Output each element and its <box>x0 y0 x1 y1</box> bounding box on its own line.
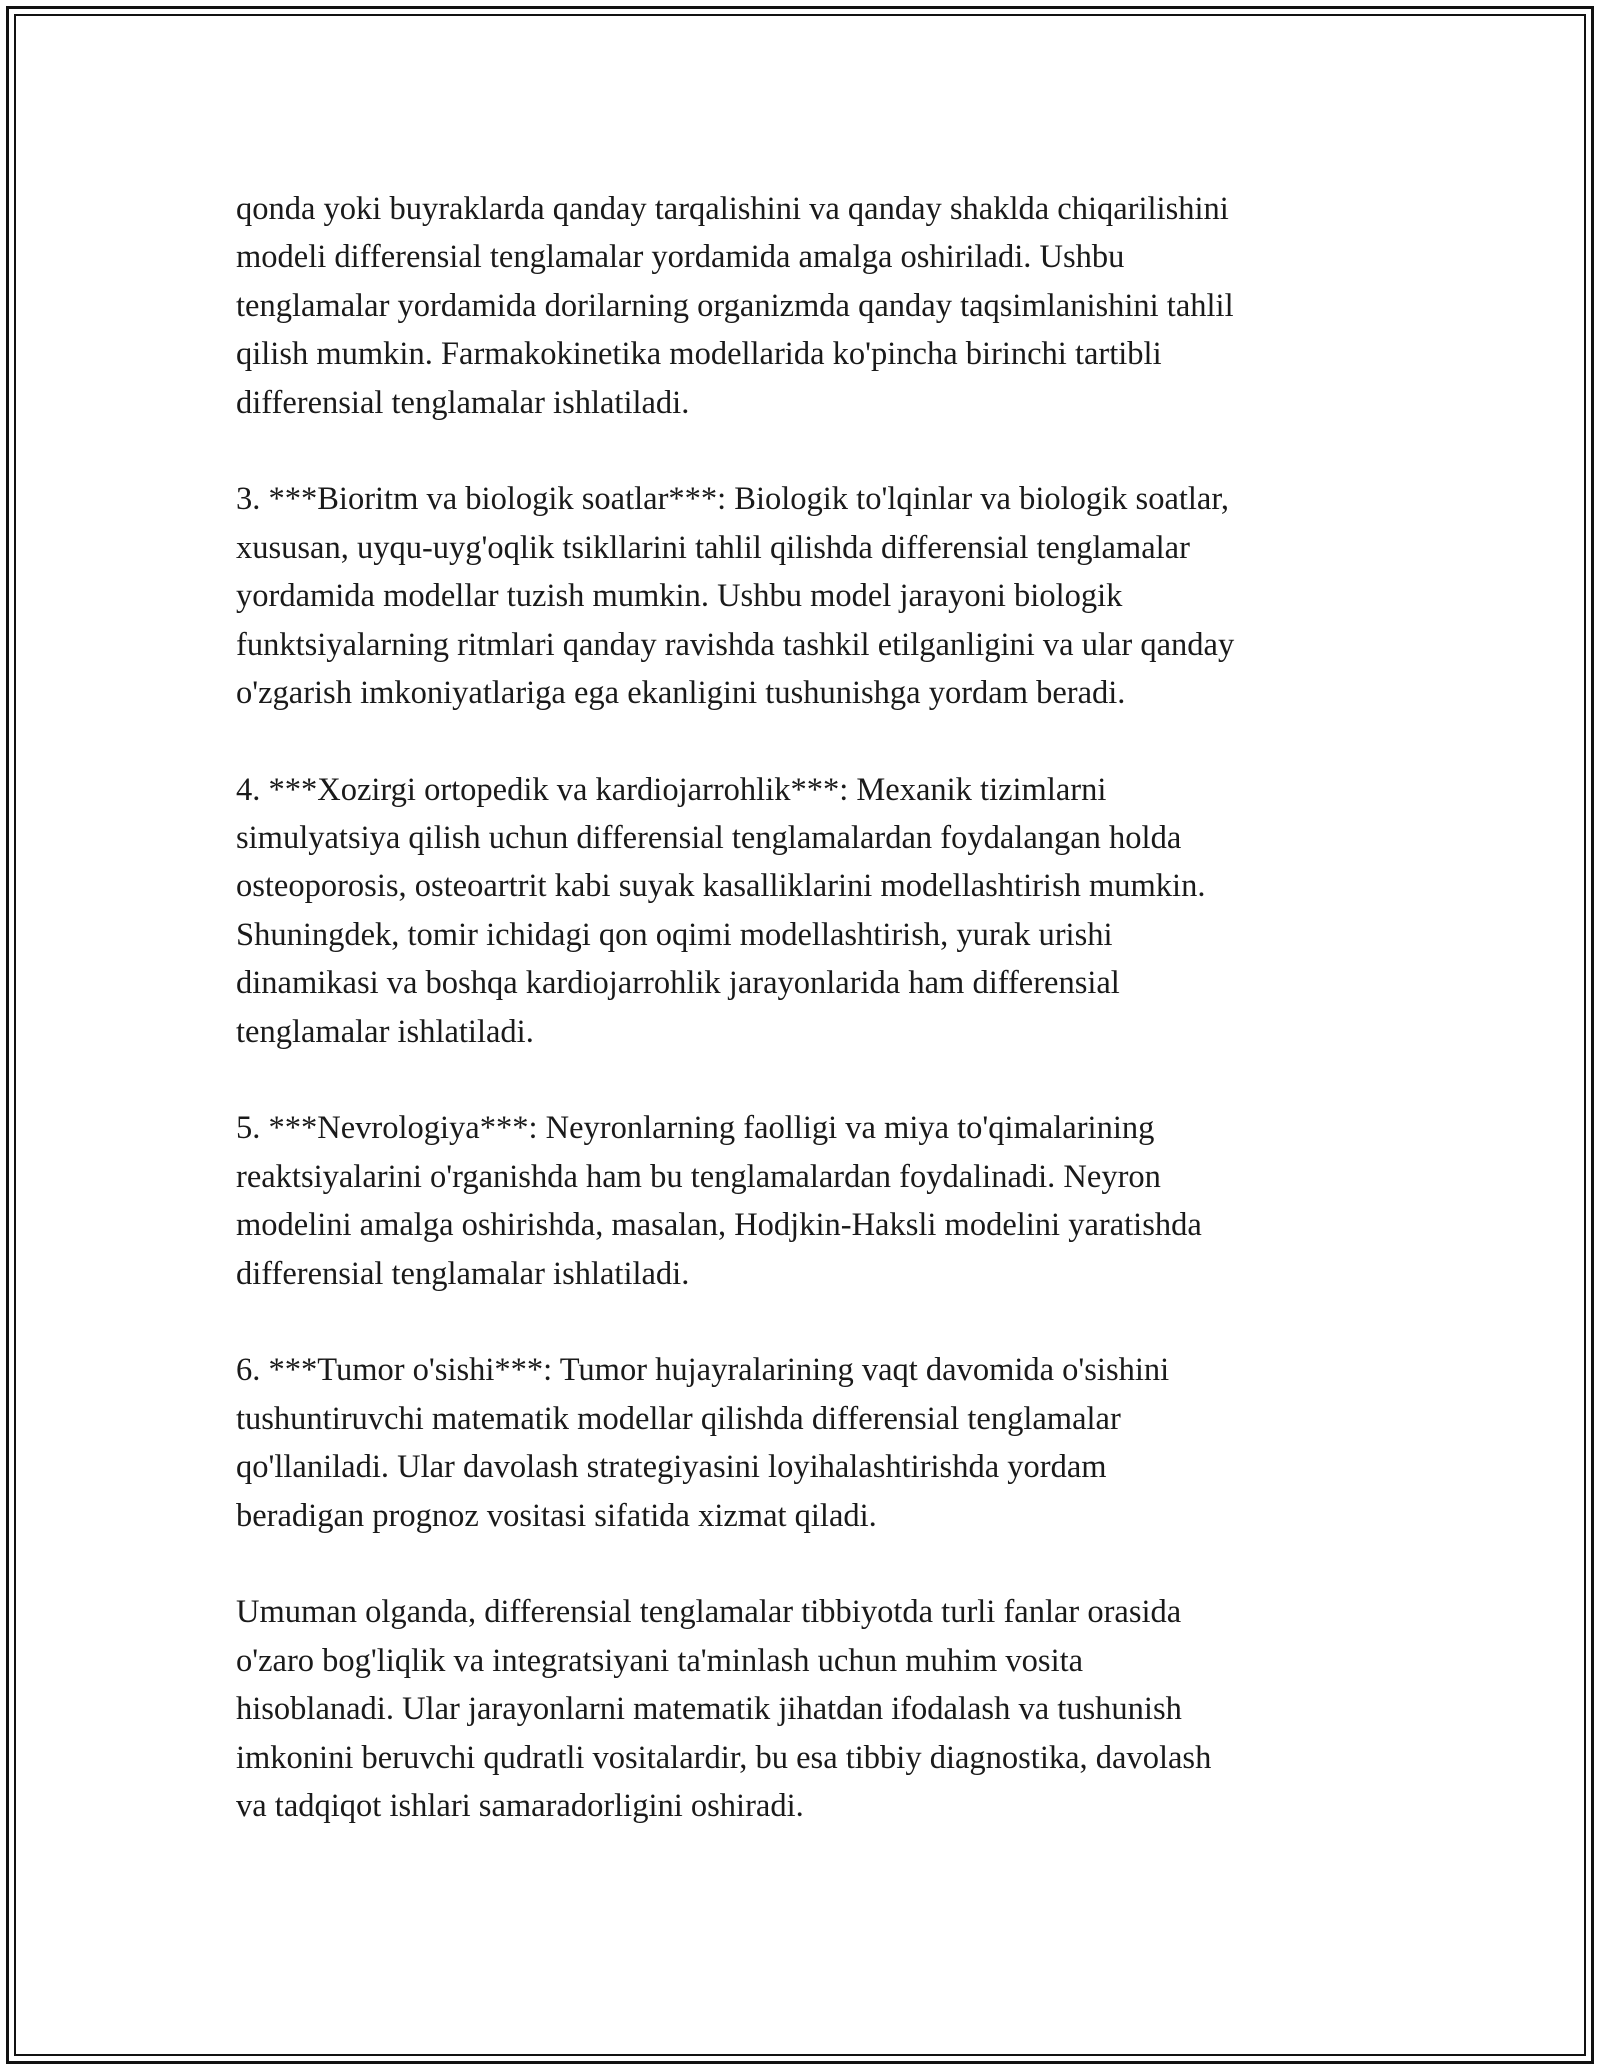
text-line: Shuningdek, tomir ichidagi qon oqimi modellashtirish, yurak urishi <box>236 916 1113 953</box>
text-line: o'zaro bog'liqlik va integratsiyani ta'minlash uchun muhim vosita <box>236 1642 1084 1679</box>
text-line: 3. ***Bioritm va biologik soatlar***: Biologik to'lqinlar va biologik soatlar, <box>236 481 1229 518</box>
text-line: modeli differensial tenglamalar yordamida amalga oshiriladi. Ushbu <box>236 239 1125 276</box>
text-line: xususan, uyqu-uyg'oqlik tsikllarini tahlil qilishda differensial tenglamalar <box>236 529 1190 566</box>
text-line: differensial tenglamalar ishlatiladi. <box>236 1255 690 1292</box>
paragraph-neurology <box>236 1104 1386 1298</box>
text-line: beradigan prognoz vositasi sifatida xizmat qiladi. <box>236 1497 877 1534</box>
text-line: funktsiyalarning ritmlari qanday ravishda tashkil etilganligini va ular qanday <box>236 626 1235 663</box>
text-line: qo'llaniladi. Ular davolash strategiyasini loyihalashtirishda yordam <box>236 1449 1107 1486</box>
text-line: Umuman olganda, differensial tenglamalar tibbiyotda turli fanlar orasida <box>236 1594 1182 1631</box>
text-line: reaktsiyalarini o'rganishda ham bu tenglamalardan foydalinadi. Neyron <box>236 1158 1161 1195</box>
text-line: 6. ***Tumor o'sishi***: Tumor hujayralarining vaqt davomida o'sishini <box>236 1352 1170 1389</box>
text-line: simulyatsiya qilish uchun differensial tenglamalardan foydalangan holda <box>236 820 1182 857</box>
text-line: 4. ***Xozirgi ortopedik va kardiojarrohlik***: Mexanik tizimlarni <box>236 771 1107 808</box>
document-body <box>236 185 1386 1879</box>
text-line: 5. ***Nevrologiya***: Neyronlarning faolligi va miya to'qimalarining <box>236 1110 1155 1147</box>
text-line: qilish mumkin. Farmakokinetika modellarida ko'pincha birinchi tartibli <box>236 336 1162 373</box>
text-line: differensial tenglamalar ishlatiladi. <box>236 384 690 421</box>
paragraph-tumor-growth <box>236 1346 1386 1540</box>
text-line: va tadqiqot ishlari samaradorligini oshiradi. <box>236 1787 804 1824</box>
text-line: hisoblanadi. Ular jarayonlarni matematik jihatdan ifodalash va tushunish <box>236 1691 1182 1728</box>
paragraph-pharmacokinetics <box>236 185 1386 427</box>
text-line: o'zgarish imkoniyatlariga ega ekanligini tushunishga yordam beradi. <box>236 674 1126 711</box>
text-line: qonda yoki buyraklarda qanday tarqalishini va qanday shaklda chiqarilishini <box>236 191 1229 227</box>
paragraph-conclusion <box>236 1588 1386 1830</box>
text-line: tenglamalar ishlatiladi. <box>236 1013 534 1050</box>
text-line: dinamikasi va boshqa kardiojarrohlik jarayonlarida ham differensial <box>236 965 1120 1002</box>
text-line: yordamida modellar tuzish mumkin. Ushbu model jarayoni biologik <box>236 578 1123 615</box>
paragraph-biorhythm <box>236 475 1386 717</box>
text-line: osteoporosis, osteoartrit kabi suyak kasalliklarini modellashtirish mumkin. <box>236 868 1206 905</box>
text-line: modelini amalga oshirishda, masalan, Hodjkin-Haksli modelini yaratishda <box>236 1207 1202 1244</box>
paragraph-orthopedic-cardiac <box>236 766 1386 1056</box>
text-line: tenglamalar yordamida dorilarning organizmda qanday taqsimlanishini tahlil <box>236 287 1234 324</box>
text-line: imkonini beruvchi qudratli vositalardir, bu esa tibbiy diagnostika, davolash <box>236 1739 1212 1776</box>
text-line: tushuntiruvchi matematik modellar qilishda differensial tenglamalar <box>236 1400 1121 1437</box>
